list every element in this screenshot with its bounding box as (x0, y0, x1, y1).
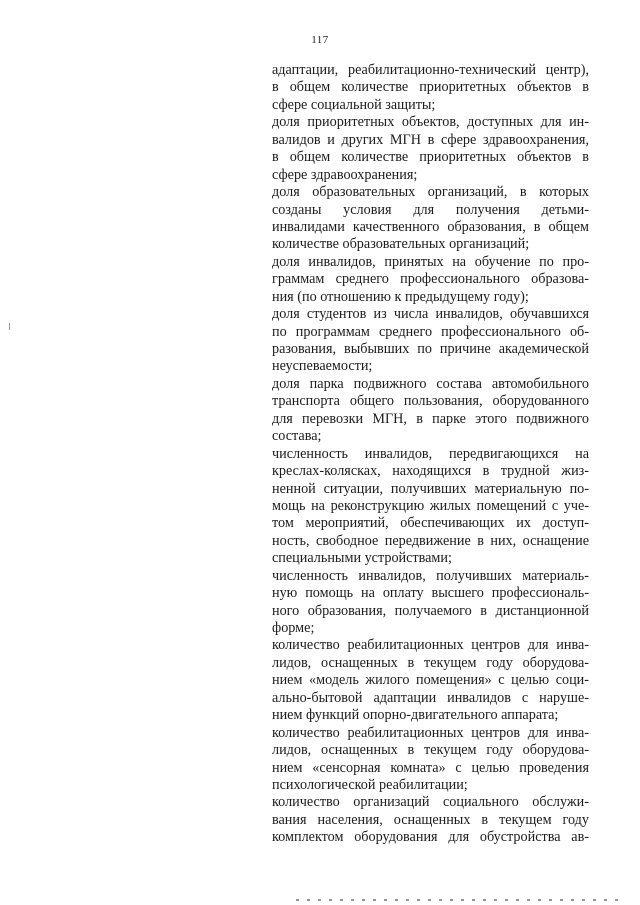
text-line: количество организаций социального обслужи- (272, 794, 589, 811)
text-line: специальными устройствами; (272, 550, 452, 567)
text-line: ность, свободное передвижение в них, оснащение (272, 532, 589, 549)
text-line: ного образования, получаемого в дистанционной (272, 602, 589, 619)
text-line: неуспеваемости; (272, 358, 373, 375)
text-line: лидов, оснащенных в текущем году оборудова- (272, 742, 589, 759)
text-line: доля приоритетных объектов, доступных для ин- (272, 114, 589, 131)
text-line: сфере социальной защиты; (272, 96, 436, 113)
text-line: по программам среднего профессионального об- (272, 323, 589, 340)
text-line: нием функций опорно-двигательного аппарата; (272, 707, 559, 724)
text-line: адаптации, реабилитационно-технический центр), (272, 62, 589, 78)
text-line: численность инвалидов, передвигающихся на (272, 445, 589, 462)
text-line: психологической реабилитации; (272, 776, 468, 793)
text-line: доля студентов из числа инвалидов, обучавшихся (272, 306, 589, 323)
text-line: количество реабилитационных центров для инва- (272, 724, 589, 741)
text-line: инвалидами качественного образования, в общем (272, 218, 589, 235)
text-line: ния (по отношению к предыдущему году); (272, 288, 529, 305)
text-line: численность инвалидов, получивших материаль- (272, 567, 589, 584)
text-line: сфере здравоохранения; (272, 166, 418, 183)
text-line: ненной ситуации, получивших материальную по- (272, 480, 589, 497)
text-line: нием «сенсорная комната» с целью проведения (272, 759, 589, 776)
text-line: том мероприятий, обеспечивающих их доступ- (272, 515, 589, 532)
text-line: количестве образовательных организаций; (272, 236, 530, 253)
text-line: доля инвалидов, принятых на обучение по про- (272, 253, 589, 270)
bottom-scan-artifact (296, 899, 626, 901)
text-line: граммам среднего профессионального образова- (272, 271, 589, 288)
text-line: доля образовательных организаций, в которых (272, 184, 589, 201)
text-line: в общем количестве приоритетных объектов в (272, 149, 589, 166)
text-line: состава; (272, 428, 322, 445)
text-line: транспорта общего пользования, оборудованного (272, 393, 589, 410)
text-line: разования, выбывших по причине академической (272, 341, 589, 357)
text-line: мощь на реконструкцию жилых помещений с уче- (272, 497, 589, 514)
text-line: доля парка подвижного состава автомобильного (272, 375, 589, 392)
text-line: ально-бытовой адаптации инвалидов с наруше- (272, 689, 589, 706)
text-line: вания населения, оснащенных в текущем году (272, 811, 589, 828)
text-line: форме; (272, 620, 315, 636)
text-line: валидов и других МГН в сфере здравоохранения, (272, 131, 589, 148)
margin-scan-mark (9, 323, 10, 330)
text-line: количество реабилитационных центров для инва- (272, 637, 589, 654)
text-line: для перевозки МГН, в парке этого подвижного (272, 410, 589, 427)
text-line: созданы условия для получения детьми- (272, 201, 589, 218)
text-line: ную помощь на оплату высшего профессиональ- (272, 585, 589, 602)
text-line: нием «модель жилого помещения» с целью соци- (272, 672, 589, 689)
page-number: 117 (311, 34, 329, 46)
body-text-column (272, 62, 589, 847)
text-line: креслах-колясках, находящихся в трудной жиз- (272, 463, 589, 480)
text-line: комплектом оборудования для обустройства ав- (272, 829, 589, 846)
text-line: в общем количестве приоритетных объектов в (272, 79, 589, 96)
text-line: лидов, оснащенных в текущем году оборудова- (272, 654, 589, 671)
